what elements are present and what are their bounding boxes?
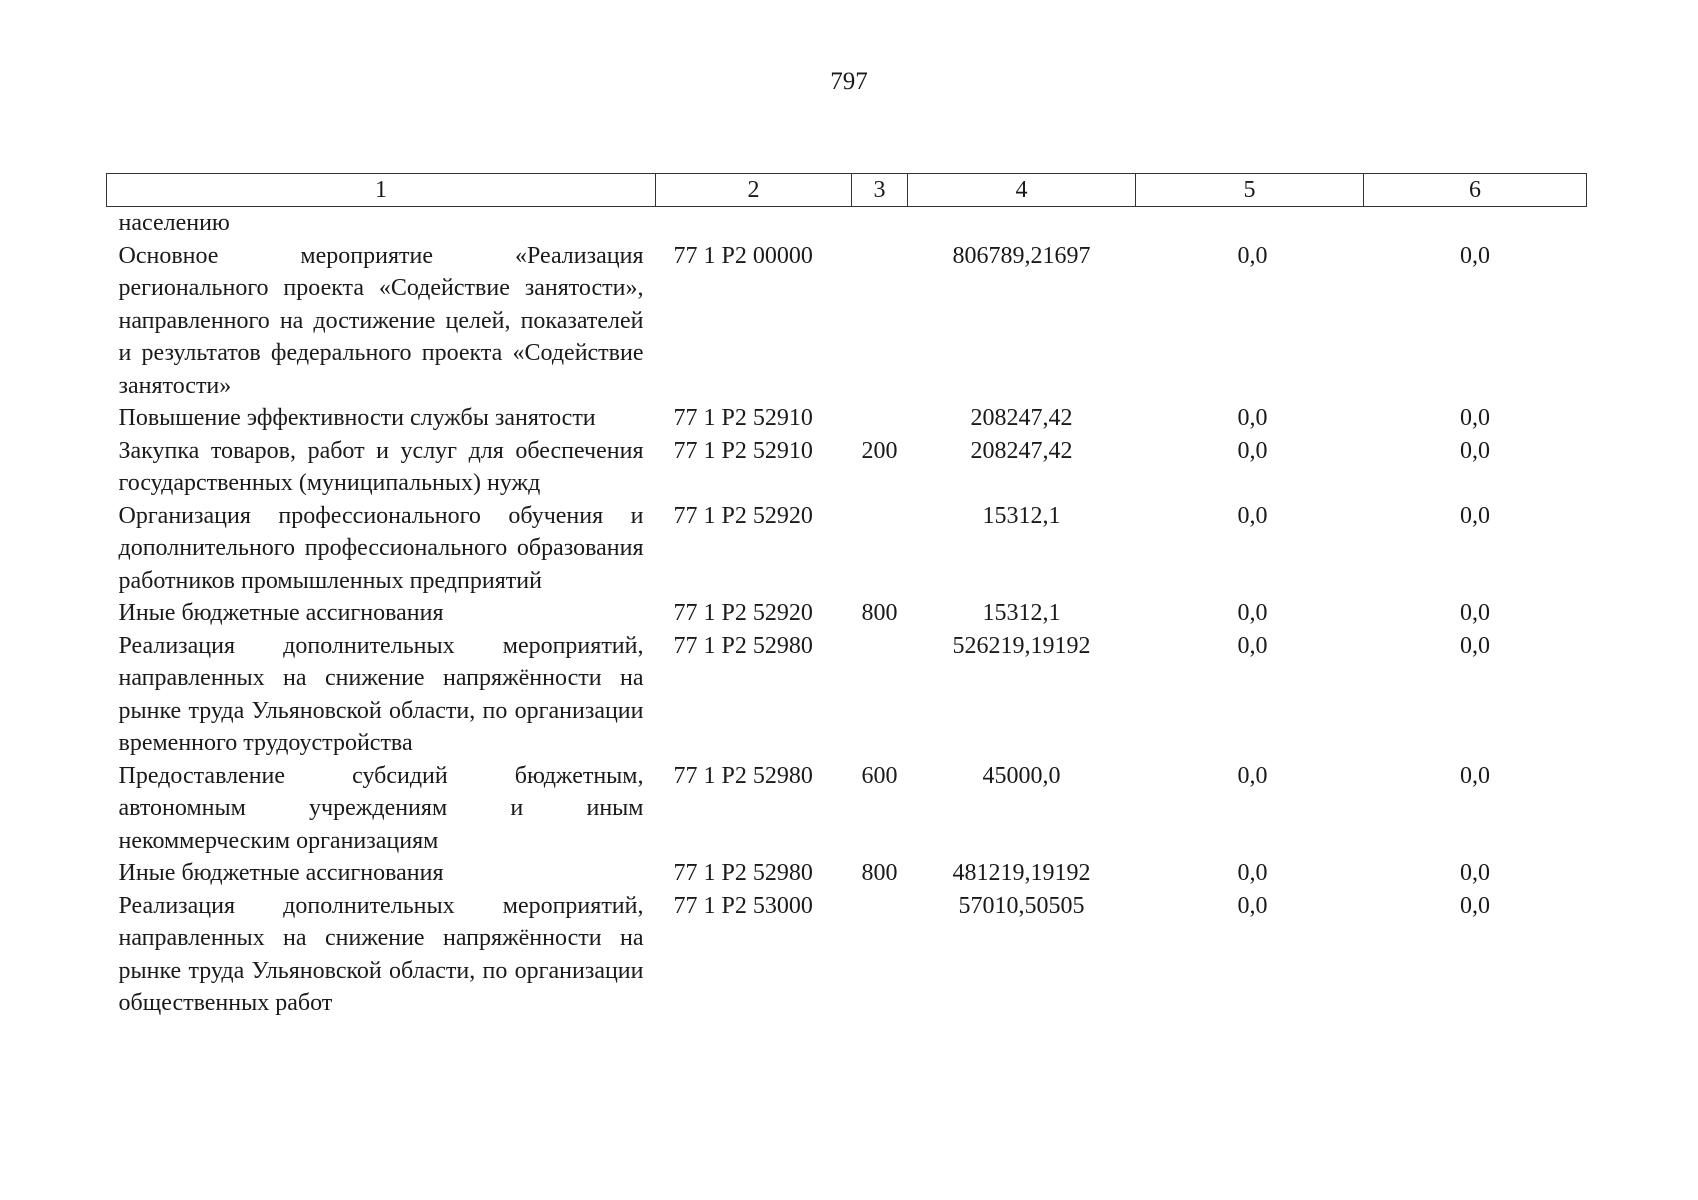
table-row [107,435,1587,500]
row-name: Реализация дополнительных мероприятий, направленных на снижение напряжённости на рынке труда Ульяновской области, по организации общественных работ [118,892,644,1016]
table-row [107,597,1587,630]
row-value-5: 0,0 [1237,632,1268,659]
row-amount: 57010,50505 [958,892,1085,919]
row-value-6: 0,0 [1460,242,1490,269]
row-value-6: 0,0 [1460,892,1490,919]
row-name: Реализация дополнительных мероприятий, направленных на снижение напряжённости на рынке труда Ульяновской области, по организации временного трудоустройства [118,632,644,756]
row-value-5: 0,0 [1237,437,1268,464]
row-amount: 208247,42 [970,437,1073,464]
row-name: Закупка товаров, работ и услуг для обеспечения государственных (муниципальных) нужд [118,437,644,496]
row-type: 600 [861,762,898,789]
row-name: Иные бюджетные ассигнования [118,600,444,626]
column-header-4: 4 [908,174,1136,207]
row-amount: 15312,1 [982,502,1061,529]
row-type [852,500,908,598]
column-number-header [107,174,1587,207]
row-value-6: 0,0 [1460,405,1490,431]
row-code: 77 1 Р2 52980 [673,860,813,886]
page-number: 797 [830,68,868,95]
row-code: 77 1 Р2 52920 [673,600,813,626]
row-code: 77 1 Р2 00000 [673,242,813,269]
row-value-5: 0,0 [1237,502,1268,529]
row-value-6: 0,0 [1460,502,1490,529]
row-name: Основное мероприятие «Реализация регионального проекта «Содействие занятости», направленного на достижение целей, показателей и результатов федерального проекта «Содействие занятости» [118,242,644,399]
carryover-row [107,207,1587,240]
row-value-5: 0,0 [1237,405,1268,431]
row-type [852,240,908,403]
row-code: 77 1 Р2 52910 [673,405,813,431]
row-type [852,890,908,1020]
row-amount: 15312,1 [982,600,1061,626]
column-header-2: 2 [656,174,852,207]
row-name: Организация профессионального обучения и дополнительного профессионального образования работников промышленных предприятий [118,502,644,594]
row-value-6: 0,0 [1460,860,1490,886]
row-code: 77 1 Р2 52980 [673,762,813,789]
table-row [107,890,1587,1020]
row-type: 800 [861,860,898,886]
table-row [107,402,1587,435]
row-code: 77 1 Р2 53000 [673,892,813,919]
row-value-5: 0,0 [1237,892,1268,919]
table-row [107,500,1587,598]
table-row [107,630,1587,760]
row-value-5: 0,0 [1237,242,1268,269]
column-header-6: 6 [1364,174,1587,207]
row-code: 77 1 Р2 52910 [673,437,813,464]
budget-table [106,173,1587,1020]
row-code: 77 1 Р2 52980 [673,632,813,659]
row-type: 200 [861,437,898,464]
row-amount: 526219,19192 [952,632,1091,659]
table-row [107,857,1587,890]
table-row [107,240,1587,403]
row-value-6: 0,0 [1460,437,1490,464]
row-value-6: 0,0 [1460,632,1490,659]
row-code: 77 1 Р2 52920 [673,502,813,529]
column-header-5: 5 [1136,174,1364,207]
row-value-5: 0,0 [1237,762,1268,789]
row-name: Иные бюджетные ассигнования [118,860,444,886]
row-value-6: 0,0 [1460,762,1490,789]
row-value-5: 0,0 [1237,600,1268,626]
row-amount: 481219,19192 [952,860,1091,886]
carryover-text: населению [118,210,230,236]
column-header-1: 1 [107,174,656,207]
row-value-5: 0,0 [1237,860,1268,886]
row-amount: 45000,0 [982,762,1061,789]
row-amount: 208247,42 [970,405,1073,431]
row-value-6: 0,0 [1460,600,1490,626]
row-name: Предоставление субсидий бюджетным, автономным учреждениям и иным некоммерческим организациям [118,762,644,854]
column-header-3: 3 [852,174,908,207]
row-type [852,630,908,760]
row-type: 800 [861,600,898,626]
table-row [107,760,1587,858]
row-name: Повышение эффективности службы занятости [118,405,596,431]
row-type [852,402,908,435]
row-amount: 806789,21697 [952,242,1091,269]
